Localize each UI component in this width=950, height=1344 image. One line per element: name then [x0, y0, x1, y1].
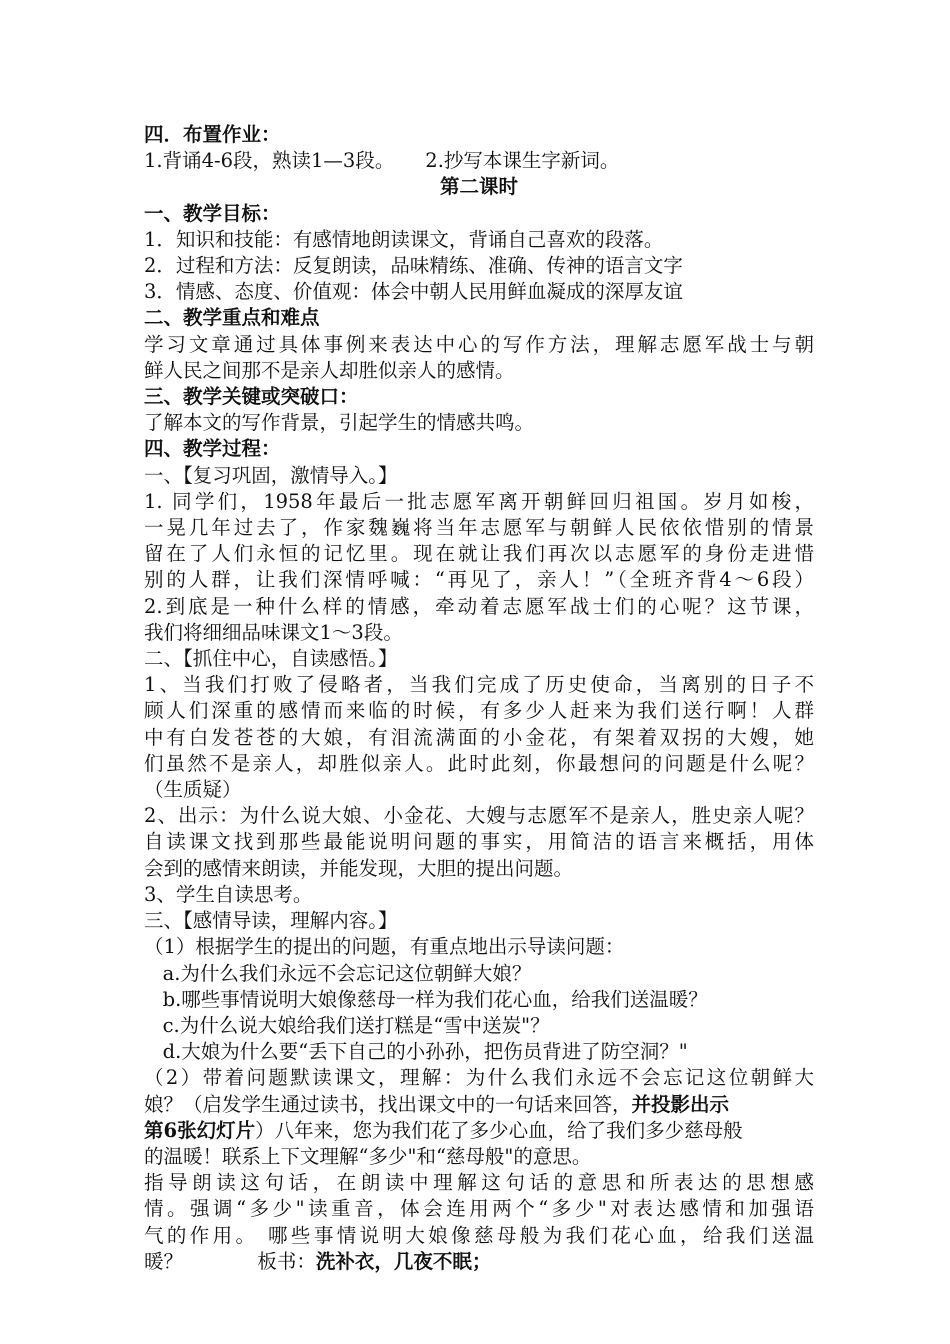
question-item: d.大娘为什么要“丢下自己的小孙孙，把伤员背进了防空洞？" — [144, 1040, 688, 1064]
paragraph-line: 2、出示：为什么说大娘、小金花、大嫂与志愿军不是亲人，胜史亲人呢？ — [144, 804, 814, 828]
subsection-heading: 二、【抓住中心，自读感悟。】 — [144, 647, 398, 671]
paragraph-line: 我们将细细品味课文1～3段。 — [144, 620, 403, 644]
paragraph-line: 了解本文的写作背景，引起学生的情感共鸣。 — [144, 411, 535, 435]
paragraph-line: 自读课文找到那些最能说明问题的事实，用简洁的语言来概括，用体 — [144, 830, 814, 854]
paragraph-line: 鲜人民之间那不是亲人却胜似亲人的感情。 — [144, 358, 515, 382]
goal-item-3: 3．情感、态度、价值观：体会中朝人民用鲜血凝成的深厚友谊 — [144, 280, 683, 304]
paragraph-text: ）八年来，您为我们花了多少心血，给了我们多少慈母般 — [255, 1118, 743, 1142]
paragraph-line: 会到的感情来朗读，并能发现，大胆的提出问题。 — [144, 856, 574, 880]
question-item: c.为什么说大娘给我们送打糕是“雪中送炭"？ — [144, 1013, 550, 1037]
paragraph-line: 中有白发苍苍的大娘，有泪流满面的小金花，有架着双拐的大嫂，她 — [144, 725, 814, 749]
paragraph-line: 顾人们深重的感情而来临的时候，有多少人赶来为我们送行啊！人群 — [144, 699, 814, 723]
emphasis-text: 第6张幻灯片 — [144, 1118, 256, 1142]
paragraph-line: 一晃几年过去了，作家魏巍将当年志愿军与朝鲜人民依依惜别的情景 — [144, 516, 814, 540]
goal-item-1: 1．知识和技能：有感情地朗读课文，背诵自己喜欢的段落。 — [144, 227, 664, 251]
paragraph-line: 指导朗读这句话，在朗读中理解这句话的意思和所表达的思想感 — [144, 1171, 814, 1195]
board-note: 洗补衣，几夜不眠； — [315, 1249, 492, 1273]
section-heading-goals: 一、教学目标： — [144, 201, 281, 225]
paragraph-line: 的温暖！联系上下文理解“多少"和“慈母般"的意思。 — [144, 1144, 592, 1168]
paragraph-text: 暖？ 板书： — [144, 1249, 316, 1273]
paragraph-line: （2）带着问题默读课文，理解：为什么我们永远不会忘记这位朝鲜大 — [144, 1066, 814, 1090]
paragraph-line — [144, 1249, 814, 1275]
section-heading-homework: 四．布置作业： — [144, 123, 281, 146]
paragraph-line: 气的作用。 哪些事情说明大娘像慈母般为我们花心血，给我们送温 — [144, 1223, 814, 1247]
paragraph-line: （1）根据学生的提出的问题，有重点地出示导读问题： — [144, 935, 625, 959]
paragraph-line — [144, 1092, 814, 1118]
emphasis-text: 并投影出示 — [631, 1092, 730, 1116]
section-heading-key: 三、教学关键或突破口： — [144, 385, 359, 409]
lesson-title: 第二课时 — [439, 175, 518, 199]
question-item: b.哪些事情说明大娘像慈母一样为我们花心血，给我们送温暖？ — [144, 987, 708, 1011]
paragraph-line: 1. 同学们，1958年最后一批志愿军离开朝鲜回归祖国。岁月如梭， — [144, 489, 814, 513]
paragraph-line: 们虽然不是亲人，却胜似亲人。此时此刻，你最想问的问题是什么呢？ — [144, 751, 814, 775]
goal-item-2: 2．过程和方法：反复朗读，品味精练、准确、传神的语言文字 — [144, 254, 683, 278]
paragraph-line: 别的人群，让我们深情呼喊：“再见了，亲人！”（全班齐背4～6段） — [144, 568, 814, 592]
question-item: a.为什么我们永远不会忘记这位朝鲜大娘？ — [144, 961, 532, 985]
homework-text: 1.背诵4-6段，熟读1—3段。 2.抄写本课生字新词。 — [144, 149, 620, 173]
paragraph-line — [144, 1118, 814, 1144]
paragraph-line: 3、学生自读思考。 — [144, 882, 313, 906]
document-page — [144, 122, 814, 1275]
subsection-heading: 一、【复习巩固，激情导入。】 — [144, 463, 398, 487]
subsection-heading: 三、【感情导读，理解内容。】 — [144, 909, 398, 933]
paragraph-line: 情。强调“多少"读重音，体会连用两个“多少"对表达感情和加强语 — [144, 1197, 814, 1221]
paragraph-line: 学习文章通过具体事例来表达中心的写作方法，理解志愿军战士与朝 — [144, 332, 814, 356]
paragraph-line: 1、当我们打败了侵略者，当我们完成了历史使命，当离别的日子不 — [144, 673, 814, 697]
paragraph-text: 娘？（启发学生通过读书，找出课文中的一句话来回答， — [144, 1092, 632, 1116]
paragraph-line: 留在了人们永恒的记忆里。现在就让我们再次以志愿军的身份走进惜 — [144, 542, 814, 566]
section-heading-focus: 二、教学重点和难点 — [144, 306, 320, 330]
paragraph-line: （生质疑） — [144, 778, 242, 802]
section-heading-process: 四、教学过程： — [144, 437, 281, 461]
paragraph-line: 2.到底是一种什么样的情感，牵动着志愿军战士们的心呢？这节课， — [144, 594, 814, 618]
